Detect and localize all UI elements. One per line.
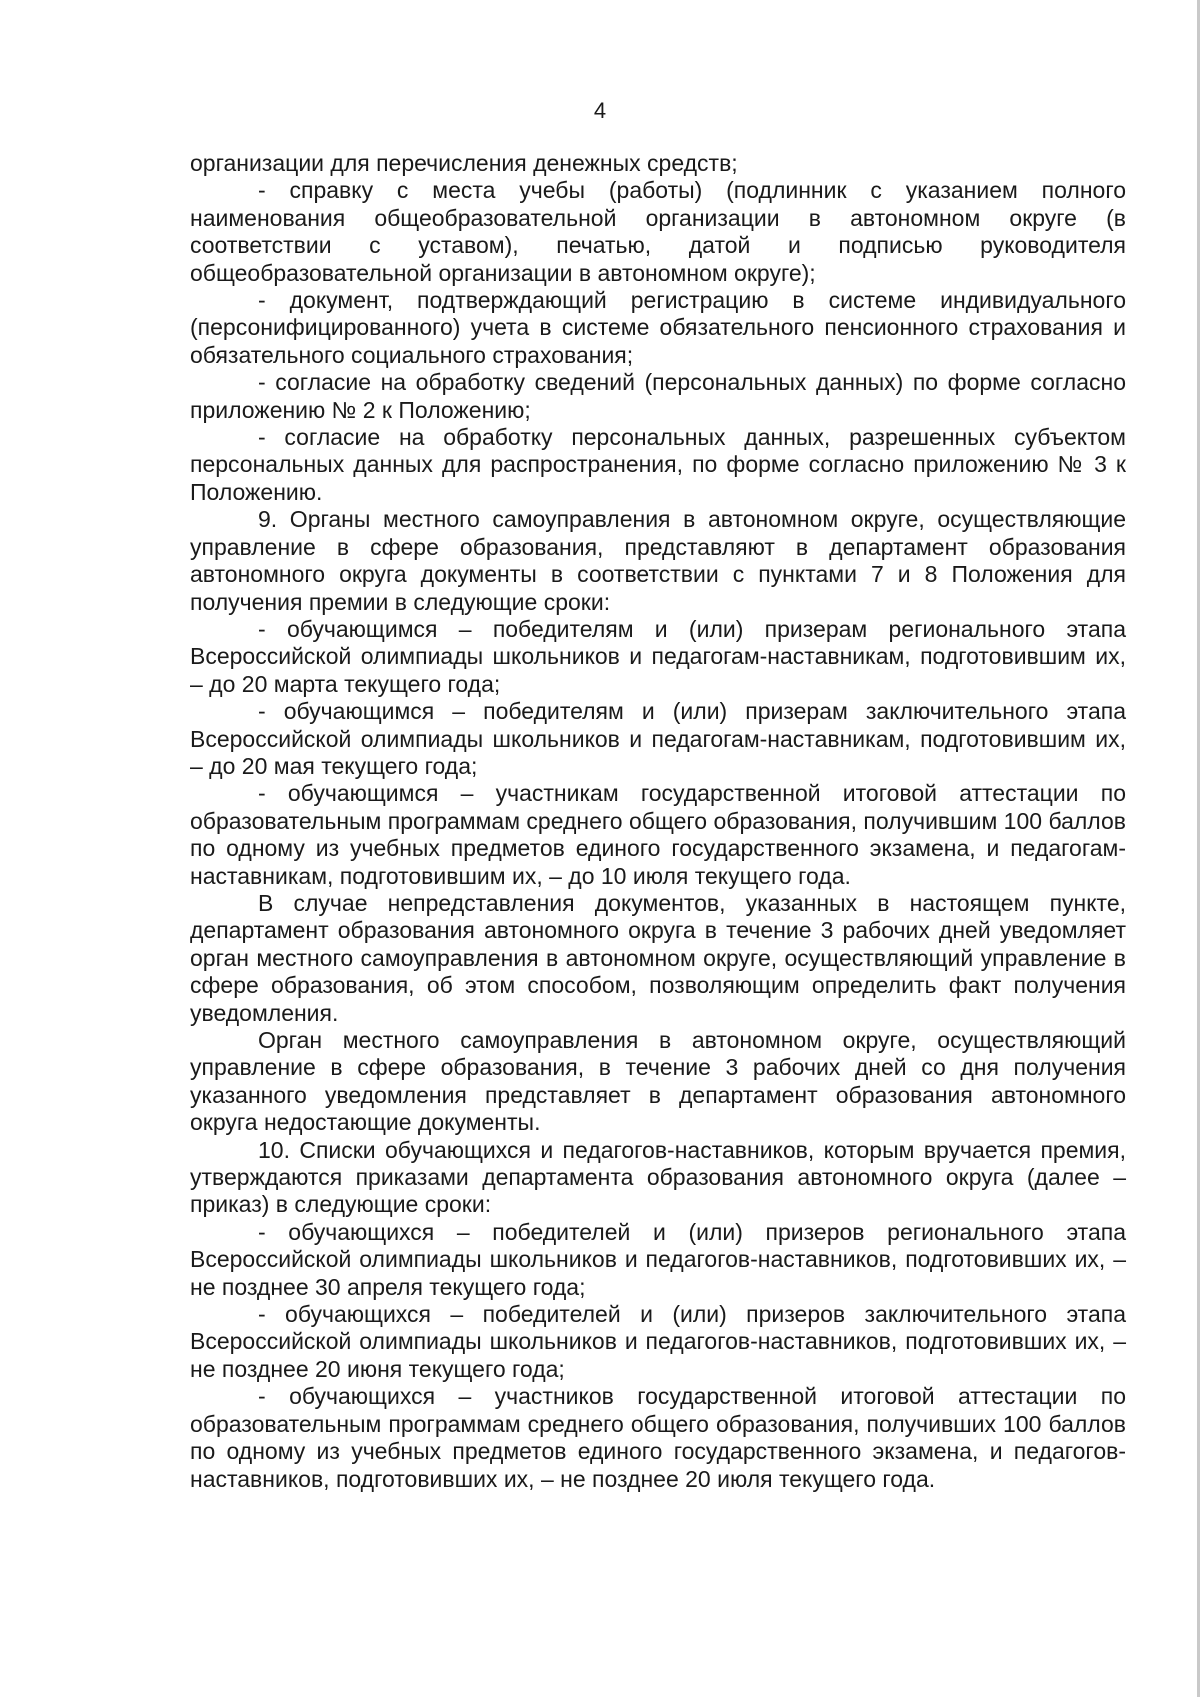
paragraph: - справку с места учебы (работы) (подлинник с указанием полного наименования общеобразовательной организации в автономном округе (в соответствии с уставом), печатью, датой и подписью руководителя общеобразовательной организации в автономном округе); [190,177,1126,286]
paragraph: 10. Списки обучающихся и педагогов-наставников, которым вручается премия, утверждаются приказами департамента образования автономного округа (далее – приказ) в следующие сроки: [190,1136,1126,1218]
paragraph: - согласие на обработку персональных данных, разрешенных субъектом персональных данных для распространения, по форме согласно приложению № 3 к Положению. [190,424,1126,505]
paragraph: - обучающихся – участников государственной итоговой аттестации по образовательным программам среднего общего образования, получивших 100 баллов по одному из учебных предметов единого государственного экзамена, и педагогов-наставников, подготовивших их, – не позднее 20 июля текущего года. [190,1383,1126,1492]
paragraph: - обучающимся – победителям и (или) призерам регионального этапа Всероссийской олимпиады школьников и педагогам-наставникам, подготовившим их, – до 20 марта текущего года; [190,615,1126,697]
paragraph: организации для перечисления денежных средств; [190,150,738,176]
paragraph: 9. Органы местного самоуправления в автономном округе, осуществляющие управление в сфере образования, представляют в департамент образования автономного округа документы в соответствии с пунктами 7 и 8 Положения для получения премии в следующие сроки: [190,506,1126,615]
paragraph: - согласие на обработку сведений (персональных данных) по форме согласно приложению № 2 к Положению; [190,369,1126,423]
paragraph: - обучающимся – победителям и (или) призерам заключительного этапа Всероссийской олимпиады школьников и педагогам-наставникам, подготовившим их, – до 20 мая текущего года; [190,698,1126,779]
paragraph: - документ, подтверждающий регистрацию в системе индивидуального (персонифицированного) учета в системе обязательного пенсионного страхования и обязательного социального страхования; [190,287,1126,368]
paragraph: - обучающихся – победителей и (или) призеров регионального этапа Всероссийской олимпиады школьников и педагогов-наставников, подготовивших их, – не позднее 30 апреля текущего года; [190,1218,1126,1300]
page-number: 4 [593,98,607,123]
paragraph: Орган местного самоуправления в автономном округе, осуществляющий управление в сфере образования, в течение 3 рабочих дней со дня получения указанного уведомления представляет в департамент образования автономного округа недостающие документы. [190,1027,1126,1136]
paragraph: В случае непредставления документов, указанных в настоящем пункте, департамент образования автономного округа в течение 3 рабочих дней уведомляет орган местного самоуправления в автономном округе, осуществляющий управление в сфере образования, об этом способом, позволяющим определить факт получения уведомления. [190,889,1126,1026]
paragraph: - обучающимся – участникам государственной итоговой аттестации по образовательным программам среднего общего образования, получившим 100 баллов по одному из учебных предметов единого государственного экзамена, и педагогам-наставникам, подготовившим их, – до 10 июля текущего года. [190,780,1126,889]
paragraph: - обучающихся – победителей и (или) призеров заключительного этапа Всероссийской олимпиады школьников и педагогов-наставников, подготовивших их, – не позднее 20 июня текущего года; [190,1301,1126,1382]
document-body [190,150,1126,1493]
